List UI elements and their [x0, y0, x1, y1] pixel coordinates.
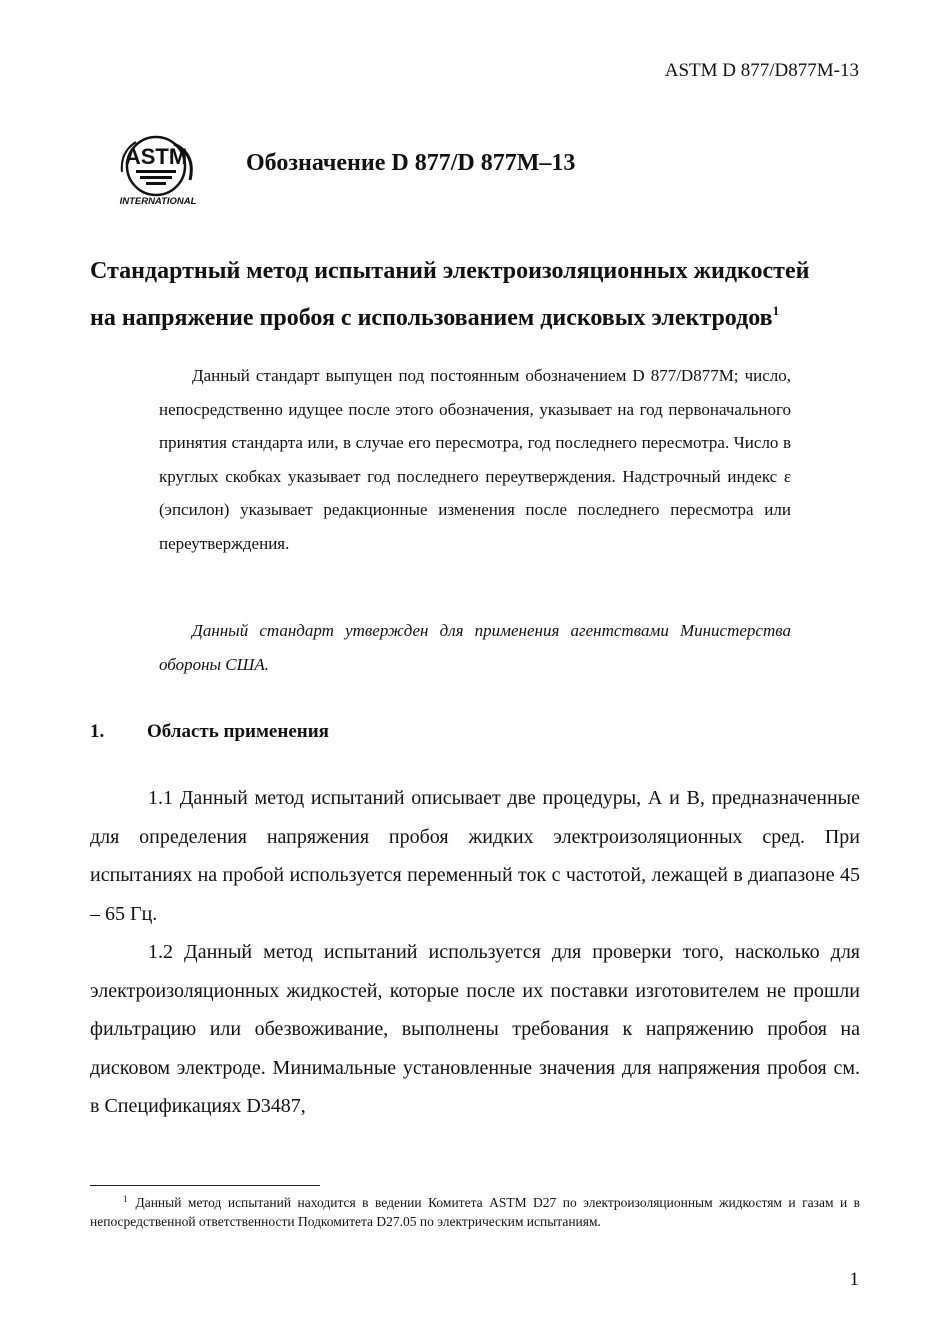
- title-line-1: Стандартный метод испытаний электроизоляционных жидкостей: [90, 258, 810, 284]
- title-footnote-ref: 1: [772, 303, 780, 318]
- issuance-note: Данный стандарт выпущен под постоянным обозначением D 877/D877M; число, непосредственно идущее после этого обозначения, указывает на год первоначального принятия стандарта или, в случае его пересмотра, год последнего пересмотра. Число в круглых скобках указывает год последнего переутверждения. Надстрочный индекс ε (эпсилон) указывает редакционные изменения после последнего пересмотра или переутверждения.: [159, 366, 791, 553]
- footnote-marker: 1: [123, 1194, 128, 1204]
- astm-logo-icon: [118, 132, 202, 208]
- svg-text:ASTM: ASTM: [124, 144, 188, 169]
- section-heading: [90, 721, 329, 743]
- designation-heading: Обозначение D 877/D 877M–13: [246, 150, 576, 176]
- section-title: Область применения: [147, 721, 329, 742]
- page-number: 1: [849, 1269, 859, 1290]
- title-line-2: на напряжение пробоя с использованием дисковых электродов$^1$: [90, 303, 780, 331]
- footnote-text: Данный метод испытаний находится в ведении Комитета ASTM D27 по электроизоляционным жидкостям и газам и в непосредственной ответственности Подкомитета D27.05 по электрическим испытаниям.: [90, 1195, 860, 1229]
- document-code-header: ASTM D 877/D877M-13: [664, 60, 859, 81]
- paragraph-1-1: 1.1 Данный метод испытаний описывает две процедуры, А и В, предназначенные для определения напряжения пробоя жидких электроизоляционных сред. При испытаниях на пробой используется переменный ток с частотой, лежащей в диапазоне 45 – 65 Гц.: [90, 787, 860, 925]
- svg-text:INTERNATIONAL: INTERNATIONAL: [119, 196, 197, 207]
- footnote-divider: [90, 1185, 320, 1186]
- paragraph-1-2: 1.2 Данный метод испытаний используется для проверки того, насколько для электроизоляционных жидкостей, которые после их поставки изготовителем не прошли фильтрацию или обезвоживание, выполнены требования к напряжению пробоя на дисковом электроде. Минимальные установленные значения для напряжения пробоя см. в Спецификациях D3487,: [90, 941, 860, 1117]
- document-title: [90, 252, 860, 338]
- footnote: [90, 1190, 860, 1231]
- section-number: 1.: [90, 721, 105, 742]
- approval-note: Данный стандарт утвержден для применения агентствами Министерства обороны США.: [159, 621, 791, 674]
